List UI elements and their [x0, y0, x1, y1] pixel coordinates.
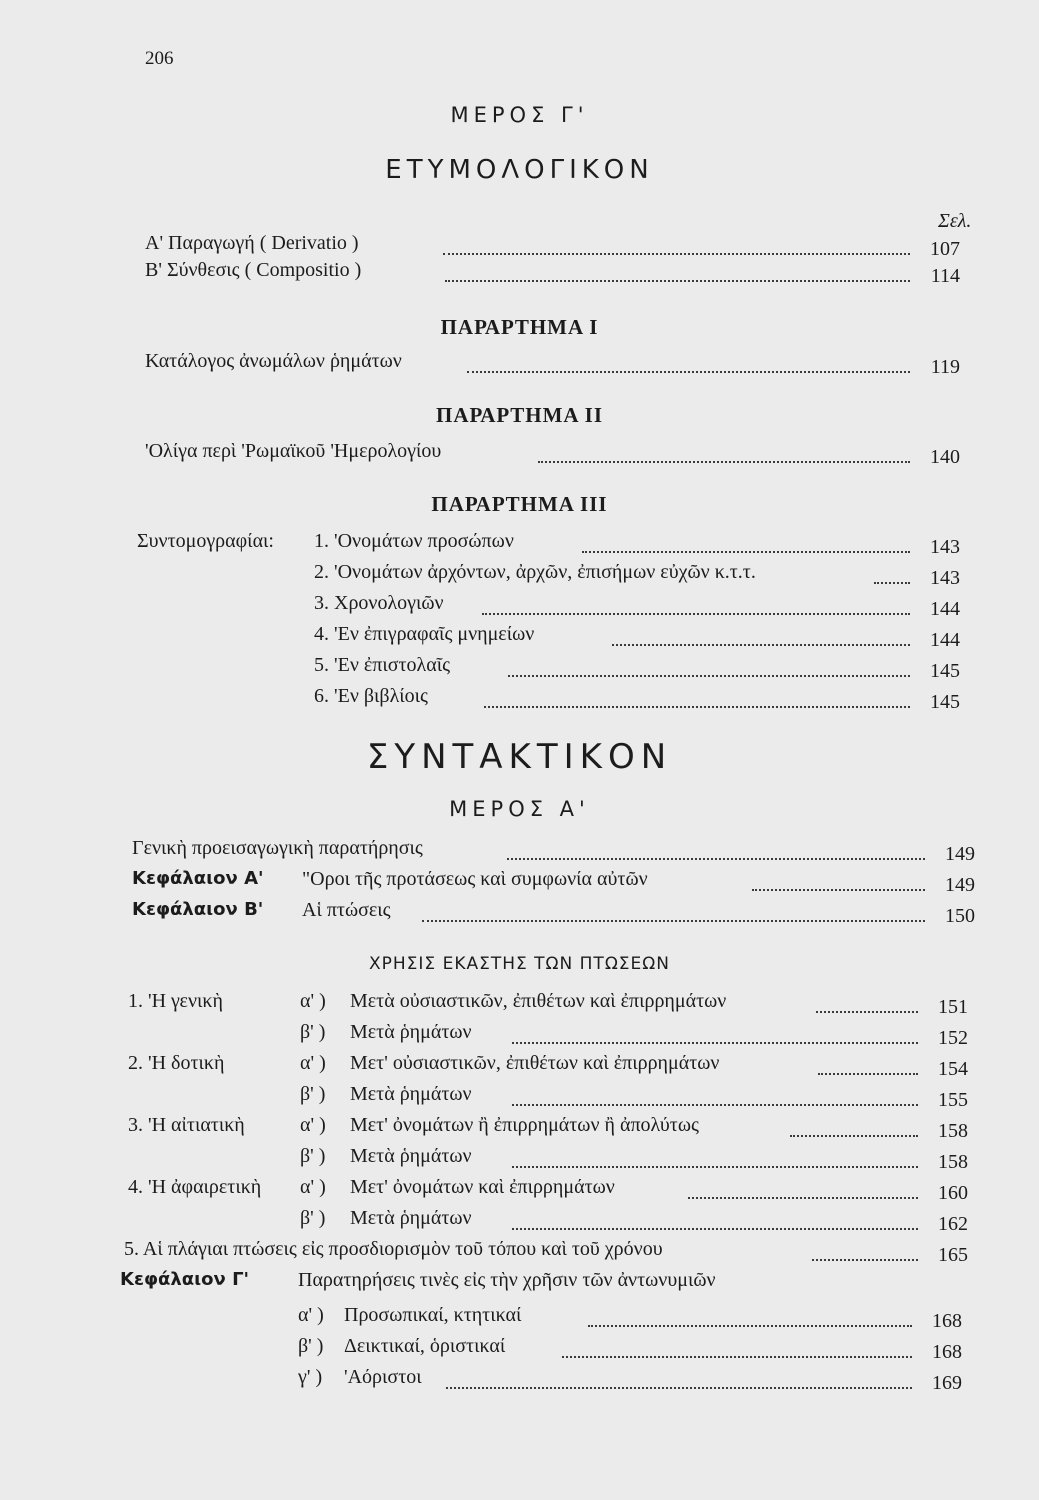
toc-entry-text: Κατάλογος ἀνωμάλων ῥημάτων — [145, 350, 402, 372]
toc-entry-text: "Οροι τῆς προτάσεως καὶ συμφωνία αὐτῶν — [302, 868, 648, 890]
dot-leader — [484, 706, 910, 708]
toc-entry-text: 'Αόριστοι — [344, 1366, 422, 1388]
toc-entry-text: Μετὰ ῥημάτων — [350, 1145, 472, 1167]
cases-title: ΧΡΗΣΙΣ ΕΚΑΣΤΗΣ ΤΩΝ ΠΤΩΣΕΩΝ — [369, 954, 670, 974]
toc-entry-text: Μετ' ὀνομάτων ἢ ἐπιρρημάτων ἢ ἀπολύτως — [350, 1114, 699, 1136]
abbreviations-lead: Συντομογραφίαι: — [137, 530, 274, 552]
toc-entry-text: 2. 'Ονομάτων ἀρχόντων, ἀρχῶν, ἐπισήμων εὐχῶν κ.τ.τ. — [314, 561, 756, 583]
syntax-title: ΣΥΝΤΑΚΤΙΚΟΝ — [366, 737, 673, 777]
toc-entry-text: Μετ' οὐσιαστικῶν, ἐπιθέτων καὶ ἐπιρρημάτων — [350, 1052, 720, 1074]
toc-page-number: 151 — [938, 996, 968, 1018]
toc-entry-text: Δεικτικαί, ὁριστικαί — [344, 1335, 506, 1357]
toc-page-number: 114 — [930, 265, 960, 287]
sub-marker: β' ) — [298, 1335, 324, 1357]
toc-page-number: 143 — [930, 567, 960, 589]
toc-entry — [128, 1083, 968, 1111]
toc-page-number: 144 — [930, 629, 960, 651]
appendix-1-title: ΠΑΡΑΡΤΗΜΑ Ι — [440, 315, 599, 339]
toc-entry — [314, 623, 960, 651]
toc-entry-text: Μετὰ ῥημάτων — [350, 1207, 472, 1229]
case-label: 2. 'Η δοτικὴ — [128, 1052, 225, 1074]
toc-page-number: 169 — [932, 1372, 962, 1394]
toc-entry — [314, 654, 960, 682]
toc-entry — [132, 899, 975, 927]
sub-marker: β' ) — [300, 1145, 326, 1167]
chapter-label: Κεφάλαιον Γ' — [120, 1269, 250, 1290]
syntax-part-a-header: ΜΕΡΟΣ Α' — [449, 797, 590, 821]
toc-entry — [128, 990, 968, 1018]
dot-leader — [612, 644, 910, 646]
toc-entry — [145, 232, 960, 260]
dot-leader — [512, 1228, 918, 1230]
dot-leader — [588, 1325, 912, 1327]
toc-entry — [298, 1366, 962, 1394]
chapter-heading-row — [120, 1269, 970, 1297]
page-column-label: Σελ. — [938, 210, 972, 232]
toc-page-number: 158 — [938, 1151, 968, 1173]
toc-entry — [132, 837, 975, 865]
dot-leader — [582, 551, 910, 553]
dot-leader — [512, 1042, 918, 1044]
toc-entry-text: Μετὰ ῥημάτων — [350, 1021, 472, 1043]
toc-entry — [128, 1114, 968, 1142]
toc-page-number: 152 — [938, 1027, 968, 1049]
part-c-header: ΜΕΡΟΣ Γ' — [450, 103, 589, 127]
chapter-title: Παρατηρήσεις τινὲς εἰς τὴν χρῆσιν τῶν ἀντωνυμιῶν — [298, 1269, 716, 1291]
toc-entry-text: Γενικὴ προεισαγωγικὴ παρατήρησις — [132, 837, 423, 859]
dot-leader — [874, 582, 910, 584]
toc-page-number: 119 — [930, 356, 960, 378]
sub-marker: α' ) — [300, 990, 326, 1012]
dot-leader — [512, 1166, 918, 1168]
toc-page-number: 107 — [930, 238, 960, 260]
toc-entry-text: Α' Παραγωγή ( Derivatio ) — [145, 232, 359, 254]
toc-entry — [145, 259, 960, 287]
dot-leader — [752, 889, 925, 891]
toc-entry-text: 1. 'Ονομάτων προσώπων — [314, 530, 514, 552]
dot-leader — [818, 1073, 918, 1075]
sub-marker: β' ) — [300, 1083, 326, 1105]
toc-entry-text: Αἱ πτώσεις — [302, 899, 391, 921]
toc-page-number: 158 — [938, 1120, 968, 1142]
toc-page-number: 149 — [945, 874, 975, 896]
toc-page-number: 160 — [938, 1182, 968, 1204]
toc-entry-text: 3. Χρονολογιῶν — [314, 592, 444, 614]
toc-entry-text: 5. Αἱ πλάγιαι πτώσεις εἰς προσδιορισμὸν τοῦ τόπου καὶ τοῦ χρόνου — [124, 1238, 663, 1260]
dot-leader — [812, 1259, 918, 1261]
toc-entry-text: 6. 'Εν βιβλίοις — [314, 685, 428, 707]
dot-leader — [482, 613, 910, 615]
toc-entry — [314, 561, 960, 589]
toc-entry — [298, 1335, 962, 1363]
toc-page-number: 143 — [930, 536, 960, 558]
toc-entry-text: Μετὰ οὐσιαστικῶν, ἐπιθέτων καὶ ἐπιρρημάτων — [350, 990, 727, 1012]
dot-leader — [790, 1135, 918, 1137]
sub-marker: β' ) — [300, 1021, 326, 1043]
toc-entry — [314, 530, 960, 558]
toc-entry — [128, 1176, 968, 1204]
toc-entry — [298, 1304, 962, 1332]
sub-marker: α' ) — [300, 1114, 326, 1136]
toc-entry — [128, 1052, 968, 1080]
dot-leader — [508, 675, 910, 677]
toc-entry — [124, 1238, 968, 1266]
toc-entry-text: Β' Σύνθεσις ( Compositio ) — [145, 259, 362, 281]
dot-leader — [445, 280, 910, 282]
dot-leader — [562, 1356, 912, 1358]
toc-entry-text: Προσωπικαί, κτητικαί — [344, 1304, 522, 1326]
toc-page-number: 168 — [932, 1341, 962, 1363]
chapter-label: Κεφάλαιον Α' — [132, 868, 264, 889]
dot-leader — [816, 1011, 918, 1013]
toc-entry — [314, 685, 960, 713]
case-label: 1. 'Η γενικὴ — [128, 990, 223, 1012]
dot-leader — [467, 371, 910, 373]
toc-page-number: 144 — [930, 598, 960, 620]
toc-entry — [314, 592, 960, 620]
toc-page-number: 162 — [938, 1213, 968, 1235]
case-label: 3. 'Η αἰτιατικὴ — [128, 1114, 245, 1136]
page-number: 206 — [145, 48, 174, 69]
toc-entry-text: Μετ' ὀνομάτων καὶ ἐπιρρημάτων — [350, 1176, 615, 1198]
dot-leader — [443, 253, 910, 255]
toc-entry — [132, 868, 975, 896]
appendix-3-title: ΠΑΡΑΡΤΗΜΑ ΙΙΙ — [431, 492, 608, 516]
toc-entry — [145, 440, 960, 468]
chapter-label: Κεφάλαιον Β' — [132, 899, 264, 920]
dot-leader — [512, 1104, 918, 1106]
toc-page-number: 145 — [930, 660, 960, 682]
appendix-2-title: ΠΑΡΑΡΤΗΜΑ ΙΙ — [436, 403, 603, 427]
toc-page-number: 168 — [932, 1310, 962, 1332]
sub-marker: α' ) — [300, 1176, 326, 1198]
toc-entry-text: 4. 'Εν ἐπιγραφαῖς μνημείων — [314, 623, 535, 645]
dot-leader — [538, 461, 910, 463]
toc-entry — [128, 1145, 968, 1173]
toc-entry-text: Μετὰ ῥημάτων — [350, 1083, 472, 1105]
toc-entry-text: 'Ολίγα περὶ 'Ρωμαϊκοῦ 'Ημερολογίου — [145, 440, 442, 462]
case-label: 4. 'Η ἀφαιρετικὴ — [128, 1176, 262, 1198]
toc-page-number: 165 — [938, 1244, 968, 1266]
sub-marker: α' ) — [300, 1052, 326, 1074]
dot-leader — [688, 1197, 918, 1199]
dot-leader — [422, 920, 925, 922]
sub-marker: β' ) — [300, 1207, 326, 1229]
dot-leader — [507, 858, 925, 860]
toc-page-number: 150 — [945, 905, 975, 927]
toc-entry — [145, 350, 960, 378]
part-c-title: ΕΤΥΜΟΛΟΓΙΚΟΝ — [385, 155, 654, 185]
toc-page-number: 140 — [930, 446, 960, 468]
toc-entry — [128, 1207, 968, 1235]
toc-entry — [128, 1021, 968, 1049]
sub-marker: γ' ) — [298, 1366, 323, 1388]
toc-page-number: 154 — [938, 1058, 968, 1080]
toc-page-number: 149 — [945, 843, 975, 865]
toc-page-number: 145 — [930, 691, 960, 713]
toc-page-number: 155 — [938, 1089, 968, 1111]
sub-marker: α' ) — [298, 1304, 324, 1326]
toc-entry-text: 5. 'Εν ἐπιστολαῖς — [314, 654, 451, 676]
dot-leader — [446, 1387, 912, 1389]
